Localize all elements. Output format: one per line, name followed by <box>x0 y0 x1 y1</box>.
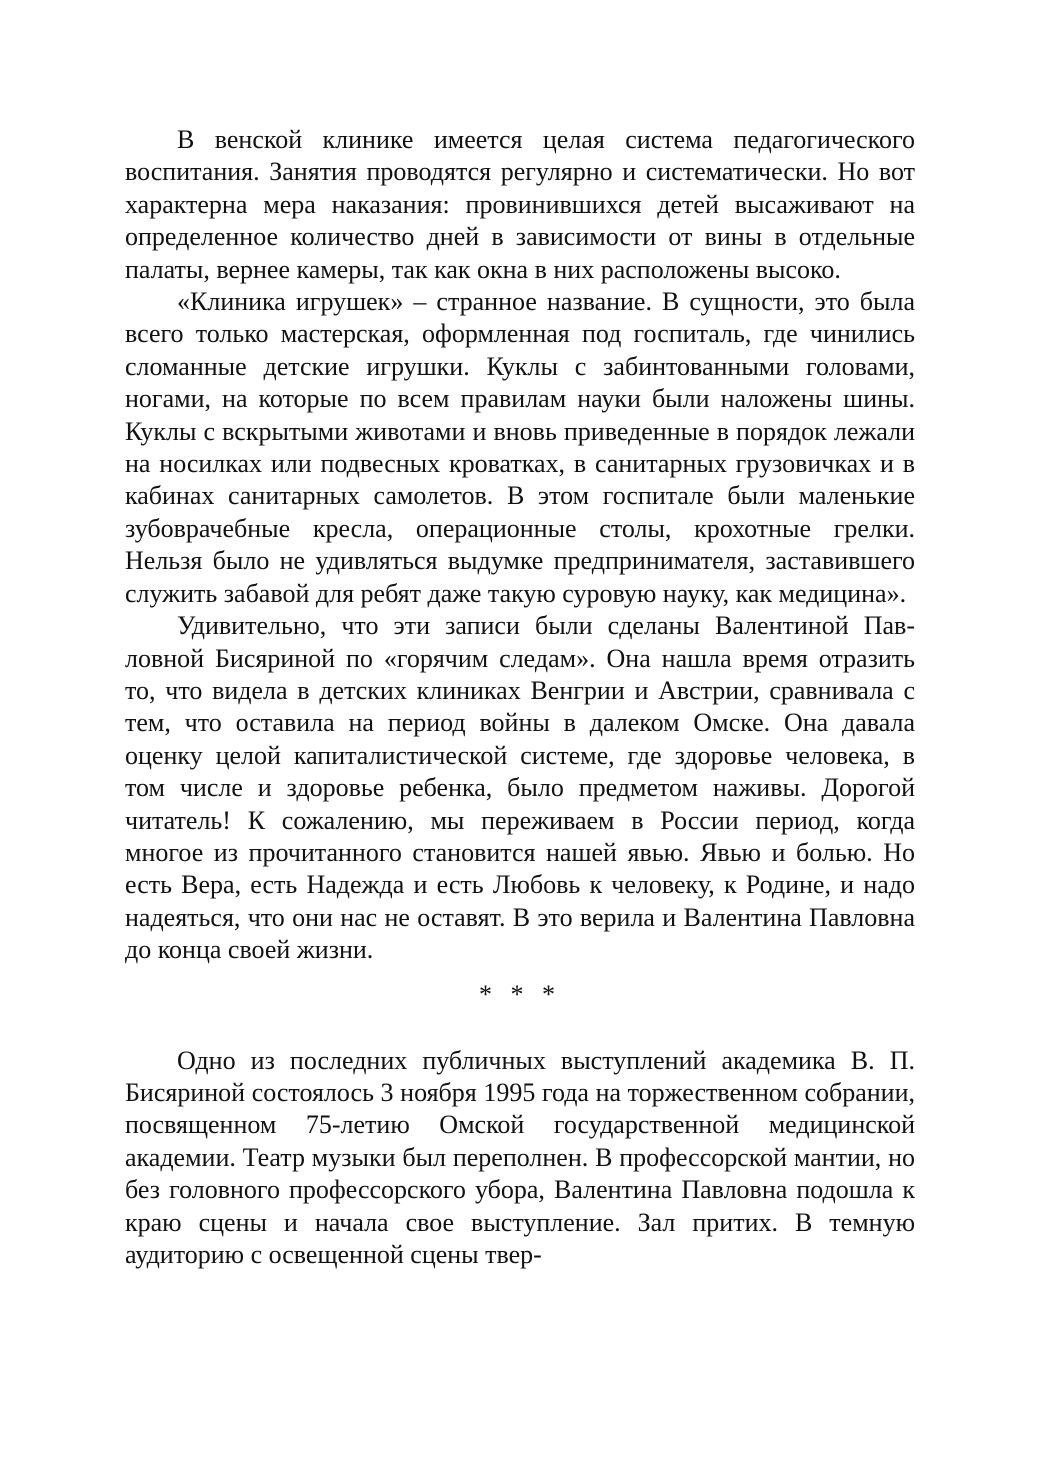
paragraph-bisyarina-notes: Удивительно, что эти записи были сделаны Валентиной Павловной Бисяриной по «горячим следам». Она нашла время отразить то, что видела в детских клиниках Венгрии и Австрии, сравнивала с тем, что оставила на период войны в далеком Омске. Она давала оценку целой капиталистической системе, где здоровье человека, в том числе и здоровье ребенка, было предметом наживы. Дорогой читатель! К сожалению, мы переживаем в России период, когда многое из прочитанного становится нашей явью. Явью и болью. Но есть Вера, есть Надежда и есть Любовь к человеку, к Родине, и надо надеяться, что они нас не оставят. В это верила и Валентина Павловна до конца своей жизни. <box>125 611 915 965</box>
paragraph-public-speech: Одно из последних публичных выступлений академика В. П. Бисяриной состоялось 3 ноября 1995 года на торжественном собрании, посвященном 75-летию Омской государственной медицинской академии. Театр музыки был переполнен. В профессорской мантии, но без головного профессорского убора, Валентина Павловна подошла к краю сцены и начала свое выступление. Зал притих. В темную аудиторию с освещенной сцены твер- <box>125 1045 915 1269</box>
paragraph-toy-clinic: «Клиника игрушек» – странное название. В сущности, это была всего только мастерская, оформленная под госпиталь, где чинились сломанные детские игрушки. Куклы с забинтованными головами, ногами, на которые по всем правилам науки были наложены шины. Куклы с вскрытыми животами и вновь приведенные в порядок лежали на носилках или подвесных кроватках, в санитарных грузовичках и в кабинах санитарных самолетов. В этом госпитале были маленькие зубоврачебные кресла, операционные столы, крохотные грелки. Нельзя было не удивляться выдумке предпринимателя, заставившего служить забавой для ребят даже такую суровую науку, как медицина». <box>125 287 915 608</box>
document-page <box>125 124 915 1271</box>
paragraph-vienna-clinic: В венской клинике имеется целая система педагогического воспитания. Занятия проводятся регулярно и систематически. Но вот характерна мера наказания: провинившихся детей высаживают на определенное количество дней в зависимости от вины в отдельные палаты, вернее камеры, так как окна в них расположены высоко. <box>125 125 915 284</box>
section-separator: * * * <box>479 979 561 1009</box>
